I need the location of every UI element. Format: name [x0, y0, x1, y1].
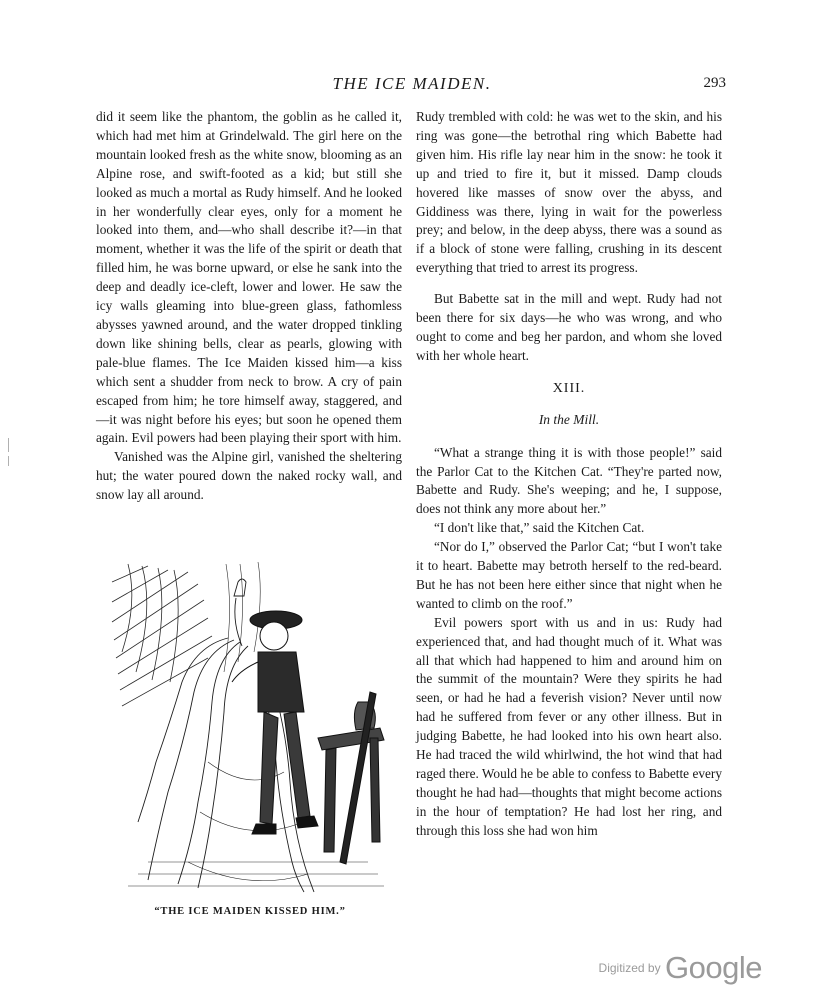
paragraph: did it seem like the phantom, the goblin as he called it, which had met him at Grindelwald. The girl here on the mountain looked fresh as the white snow, blooming as an Alpine rose, and swift-footed as a kid; but still she looked as much a mortal as Rudy himself. And he looked in her wonderfully clear eyes, only for a moment he looked into them, and—who shall describe it?—in that moment, whether it was the life of the spirit or death that filled him, he was borne upward, or else he sank into the deep and deadly ice-cleft, lower and lower. He saw the icy walls gleaming into blue-green glass, fathomless abysses yawned around, and the water dropped tinkling down like shining bells, clear as pearls, glowing with pale-blue flames. The Ice Maiden kissed him—a kiss which sent a shudder from neck to brow. A cry of pain escaped from him; he tore himself away, staggered, and—it was night before his eyes; but soon he opened them again. Evil powers had been playing their sport with him.	[96, 109, 402, 446]
running-title: THE ICE MAIDEN.	[332, 74, 492, 93]
running-header	[96, 74, 728, 96]
paragraph: Rudy trembled with cold: he was wet to the skin, and his ring was gone—the betrothal ring which Babette had given him. His rifle lay near him in the snow: he took it up and tried to fire it, but it missed. Damp clouds hovered like masses of snow over the abyss, and Giddiness was there, lying in wait for the powerless prey; and below, in the deep abyss, there was a sound as if a block of stone were falling, crushing in its descent everything that tried to arrest its progress.	[416, 109, 722, 276]
watermark-brand: Google	[665, 950, 762, 985]
margin-mark	[8, 456, 9, 466]
illustration-caption: “THE ICE MAIDEN KISSED HIM.”	[154, 906, 346, 917]
illustration-ice-maiden-kiss	[108, 562, 390, 898]
chapter-title: In the Mill.	[538, 411, 600, 427]
left-column	[96, 108, 402, 505]
engraving-illustration	[108, 562, 390, 898]
right-column	[416, 108, 722, 841]
watermark-prefix: Digitized by	[598, 961, 661, 975]
digitization-watermark	[599, 950, 762, 986]
paragraph: “I don't like that,” said the Kitchen Cat.	[434, 520, 645, 536]
paragraph: Vanished was the Alpine girl, vanished the sheltering hut; the water poured down the naked rocky wall, and snow lay all around.	[96, 449, 402, 503]
margin-mark	[8, 438, 9, 452]
chapter-number: XIII.	[552, 380, 586, 396]
page-number: 293	[703, 75, 726, 91]
paragraph: Evil powers sport with us and in us: Rudy had experienced that, and had thought much of it. What was all that which had happened to him and around him on the summit of the mountain? Were they spirits he had seen, or had he had a feverish vision? Never until now had he suffered from fever or any other illness. But in judging Babette, he had looked into his own heart also. He had traced the wild whirlwind, the hot wind that had raged there. Would he be able to confess to Babette every thought he had had—thoughts that might become actions in the hour of temptation? He had lost her ring, and through this loss she had won him	[416, 614, 722, 838]
paragraph: But Babette sat in the mill and wept. Rudy had not been there for six days—he who was wrong, and who ought to come and beg her pardon, and whom she loved with her whole heart.	[416, 291, 722, 363]
paragraph: “Nor do I,” observed the Parlor Cat; “but I won't take it to heart. Babette may betroth herself to the red-beard. But he has not been here either since that night when he wanted to climb on the roof.”	[416, 539, 722, 611]
paragraph: “What a strange thing it is with those people!” said the Parlor Cat to the Kitchen Cat. “They're parted now, Babette and Rudy. She's weeping; and he, I suppose, does not think any more about her.”	[416, 444, 722, 517]
